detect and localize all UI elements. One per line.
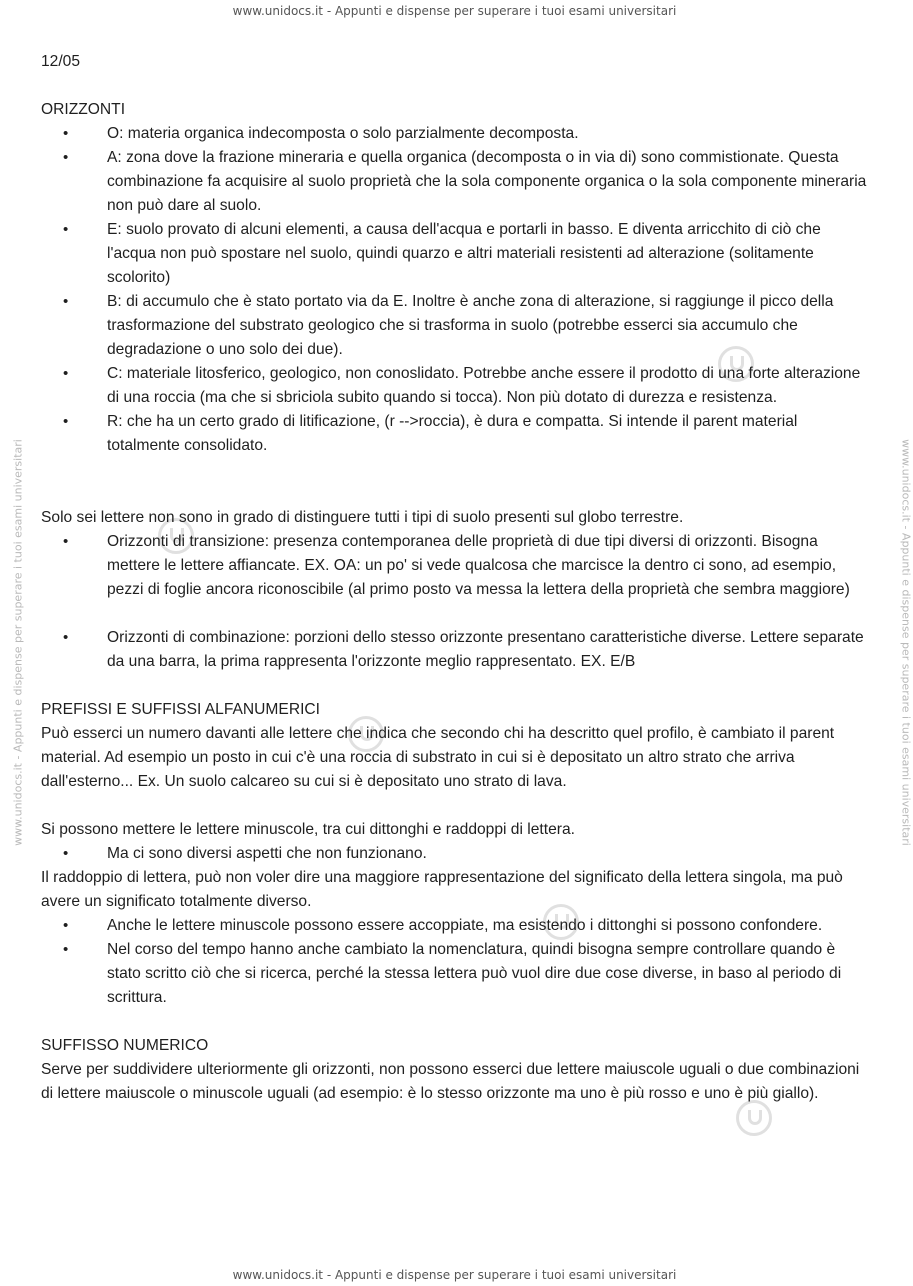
date: 12/05 xyxy=(41,53,81,70)
paragraph: Si possono mettere le lettere minuscole, tra cui dittonghi e raddoppi di lettera. xyxy=(41,821,575,838)
list-item: • Ma ci sono diversi aspetti che non funzionano. xyxy=(107,842,869,866)
watermark-side-right: www.unidocs.it - Appunti e dispense per superare i tuoi esami universitari xyxy=(899,439,913,846)
orizzonti-list xyxy=(41,122,869,458)
heading-orizzonti: ORIZZONTI xyxy=(41,101,126,118)
paragraph: Il raddoppio di lettera, può non voler dire una maggiore rappresentazione del significato della lettera singola, ma può avere un significato totalmente diverso. xyxy=(41,869,843,910)
list-item: • E: suolo provato di alcuni elementi, a causa dell'acqua e portarli in basso. E diventa arricchito di ciò che l'acqua non può spostare nel suolo, quindi quarzo e altri materiali resistenti ad alterazione (solitamente scolorito) xyxy=(107,218,869,290)
heading-prefissi: PREFISSI E SUFFISSI ALFANUMERICI xyxy=(41,701,321,718)
list-item-transizione: • Orizzonti di transizione: presenza contemporanea delle proprietà di due tipi diversi di orizzonti. Bisogna mettere le lettere affiancate. EX. OA: un po' si vede qualcosa che marcisce la dentro ci sono, ad esempio, pezzi di foglie ancora riconoscibile (al primo posto va messa la lettera della proprietà che sembra maggiore) xyxy=(107,530,869,602)
paragraph: Può esserci un numero davanti alle lettere che indica che secondo chi ha descritto quel profilo, è cambiato il parent material. Ad esempio un posto in cui c'è una roccia di substrato in cui si è depositato un altro strato che arriva dall'esterno... Ex. Un suolo calcareo su cui si è depositato uno strato di lava. xyxy=(41,725,835,790)
list-item-combinazione: • Orizzonti di combinazione: porzioni dello stesso orizzonte presentano caratteristiche diverse. Lettere separate da una barra, la prima rappresenta l'orizzonte meglio rappresentato. EX. E/B xyxy=(107,626,869,674)
heading-suffisso: SUFFISSO NUMERICO xyxy=(41,1037,209,1054)
list-item: • Anche le lettere minuscole possono essere accoppiate, ma esistendo i dittonghi si possono confondere. xyxy=(107,914,869,938)
list-item: • R: che ha un certo grado di litificazione, (r -->roccia), è dura e compatta. Si intende il parent material totalmente consolidato. xyxy=(107,410,869,458)
list-item: • Nel corso del tempo hanno anche cambiato la nomenclatura, quindi bisogna sempre controllare quando è stato scritto ciò che si ricerca, perché la stessa lettera può vuol dire due cose diverse, in baso al periodo di scrittura. xyxy=(107,938,869,1010)
watermark-banner-top: www.unidocs.it - Appunti e dispense per superare i tuoi esami universitari xyxy=(232,4,677,18)
list-item: • O: materia organica indecomposta o solo parzialmente decomposta. xyxy=(107,122,869,146)
list-item: • A: zona dove la frazione mineraria e quella organica (decomposta o in via di) sono commistionate. Questa combinazione fa acquisire al suolo proprietà che la sola componente organica o la sola componente mineraria non può dare al suolo. xyxy=(107,146,869,218)
watermark-side-left: www.unidocs.it - Appunti e dispense per superare i tuoi esami universitari xyxy=(11,439,25,846)
list-item: • C: materiale litosferico, geologico, non conoslidato. Potrebbe anche essere il prodotto di una forte alterazione di una roccia (ma che si sbriciola subito quando si tocca). Non più dotato di durezza e resistenza. xyxy=(107,362,869,410)
list-item: • B: di accumulo che è stato portato via da E. Inoltre è anche zona di alterazione, si raggiunge il picco della trasformazione del substrato geologico che si trasforma in suolo (potrebbe esserci sia accumulo che degradazione o uno solo dei due). xyxy=(107,290,869,362)
paragraph-sei-lettere: Solo sei lettere non sono in grado di distinguere tutti i tipi di suolo presenti sul globo terrestre. xyxy=(41,509,684,526)
paragraph: Serve per suddividere ulteriormente gli orizzonti, non possono esserci due lettere maiuscole uguali o due combinazioni di lettere maiuscole o minuscole uguali (ad esempio: è lo stesso orizzonte ma uno è più rosso e uno è più giallo). xyxy=(41,1061,860,1102)
watermark-banner-bottom: www.unidocs.it - Appunti e dispense per superare i tuoi esami universitari xyxy=(232,1268,677,1282)
document-body xyxy=(41,50,869,1106)
